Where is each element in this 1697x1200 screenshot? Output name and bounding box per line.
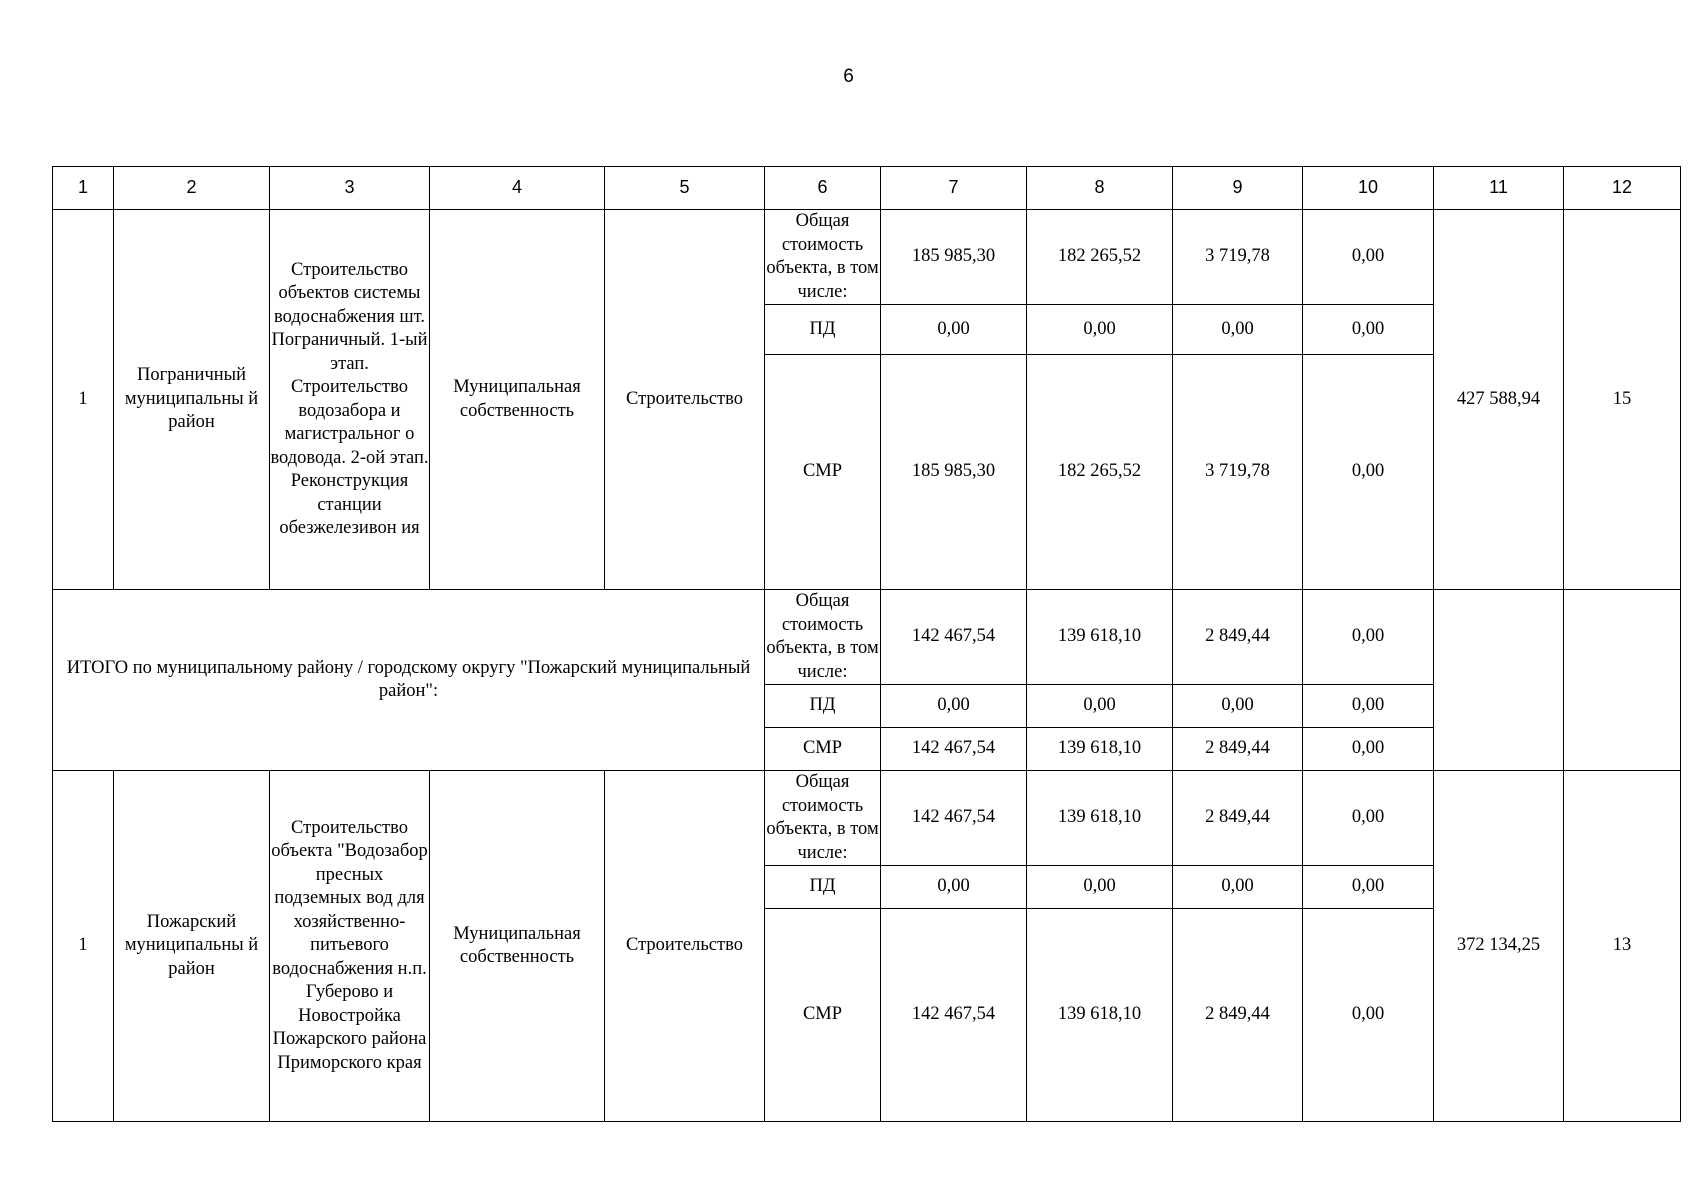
smr-label: СМР <box>765 355 881 590</box>
column-header: 4 <box>430 167 605 210</box>
object-cell: Строительство объекта "Водозабор пресных подземных вод для хозяйственно-питьевого водоснабжения н.п. Губерово и Новостройка Пожарского района Приморского края <box>270 771 430 1122</box>
ownership-cell: Муниципальная собственность <box>430 771 605 1122</box>
empty-cell <box>1564 590 1681 771</box>
value-cell: 142 467,54 <box>881 590 1027 685</box>
count-cell: 15 <box>1564 210 1681 590</box>
work-type-cell: Строительство <box>605 210 765 590</box>
value-cell: 139 618,10 <box>1027 771 1173 866</box>
value-cell: 0,00 <box>1303 728 1434 771</box>
column-header: 1 <box>53 167 114 210</box>
pd-label: ПД <box>765 685 881 728</box>
column-header: 7 <box>881 167 1027 210</box>
value-cell: 0,00 <box>1303 305 1434 355</box>
column-header: 8 <box>1027 167 1173 210</box>
cost-label: Общая стоимость объекта, в том числе: <box>765 590 881 685</box>
value-cell: 0,00 <box>1303 590 1434 685</box>
column-header: 3 <box>270 167 430 210</box>
ownership-cell: Муниципальная собственность <box>430 210 605 590</box>
value-cell: 142 467,54 <box>881 728 1027 771</box>
value-cell: 2 849,44 <box>1173 590 1303 685</box>
value-cell: 0,00 <box>881 866 1027 909</box>
count-cell: 13 <box>1564 771 1681 1122</box>
district-cell: Пограничный муниципальны й район <box>114 210 270 590</box>
value-cell: 0,00 <box>881 685 1027 728</box>
value-cell: 0,00 <box>1027 866 1173 909</box>
total-value-cell: 372 134,25 <box>1434 771 1564 1122</box>
total-value-cell: 427 588,94 <box>1434 210 1564 590</box>
column-header: 9 <box>1173 167 1303 210</box>
page-number: 6 <box>843 66 854 87</box>
table-row <box>53 210 1681 305</box>
column-header: 10 <box>1303 167 1434 210</box>
smr-label: СМР <box>765 909 881 1122</box>
table-row <box>53 771 1681 866</box>
column-header: 2 <box>114 167 270 210</box>
value-cell: 0,00 <box>1303 866 1434 909</box>
value-cell: 0,00 <box>1173 866 1303 909</box>
column-header: 5 <box>605 167 765 210</box>
value-cell: 0,00 <box>1303 355 1434 590</box>
value-cell: 139 618,10 <box>1027 909 1173 1122</box>
value-cell: 182 265,52 <box>1027 355 1173 590</box>
value-cell: 2 849,44 <box>1173 909 1303 1122</box>
value-cell: 142 467,54 <box>881 909 1027 1122</box>
object-cell: Строительство объектов системы водоснабжения шт. Пограничный. 1-ый этап. Строительство водозабора и магистральног о водовода. 2-ой этап. Реконструкция станции обезжелезивон ия <box>270 210 430 590</box>
pd-label: ПД <box>765 866 881 909</box>
header-row <box>53 167 1681 210</box>
value-cell: 139 618,10 <box>1027 728 1173 771</box>
value-cell: 0,00 <box>1303 685 1434 728</box>
column-header: 11 <box>1434 167 1564 210</box>
value-cell: 0,00 <box>881 305 1027 355</box>
cost-label: Общая стоимость объекта, в том числе: <box>765 771 881 866</box>
pd-label: ПД <box>765 305 881 355</box>
district-cell: Пожарский муниципальны й район <box>114 771 270 1122</box>
row-number: 1 <box>53 771 114 1122</box>
value-cell: 2 849,44 <box>1173 771 1303 866</box>
value-cell: 0,00 <box>1173 305 1303 355</box>
value-cell: 0,00 <box>1303 771 1434 866</box>
smr-label: СМР <box>765 728 881 771</box>
column-header: 12 <box>1564 167 1681 210</box>
data-table <box>52 166 1681 1122</box>
value-cell: 142 467,54 <box>881 771 1027 866</box>
value-cell: 185 985,30 <box>881 210 1027 305</box>
value-cell: 2 849,44 <box>1173 728 1303 771</box>
value-cell: 0,00 <box>1303 210 1434 305</box>
column-header: 6 <box>765 167 881 210</box>
value-cell: 139 618,10 <box>1027 590 1173 685</box>
value-cell: 3 719,78 <box>1173 355 1303 590</box>
value-cell: 0,00 <box>1173 685 1303 728</box>
value-cell: 0,00 <box>1027 305 1173 355</box>
empty-cell <box>1434 590 1564 771</box>
value-cell: 185 985,30 <box>881 355 1027 590</box>
work-type-cell: Строительство <box>605 771 765 1122</box>
total-label: ИТОГО по муниципальному району / городскому округу "Пожарский муниципальный район": <box>53 590 765 771</box>
row-number: 1 <box>53 210 114 590</box>
value-cell: 182 265,52 <box>1027 210 1173 305</box>
total-row <box>53 590 1681 685</box>
value-cell: 0,00 <box>1027 685 1173 728</box>
value-cell: 0,00 <box>1303 909 1434 1122</box>
cost-label: Общая стоимость объекта, в том числе: <box>765 210 881 305</box>
value-cell: 3 719,78 <box>1173 210 1303 305</box>
